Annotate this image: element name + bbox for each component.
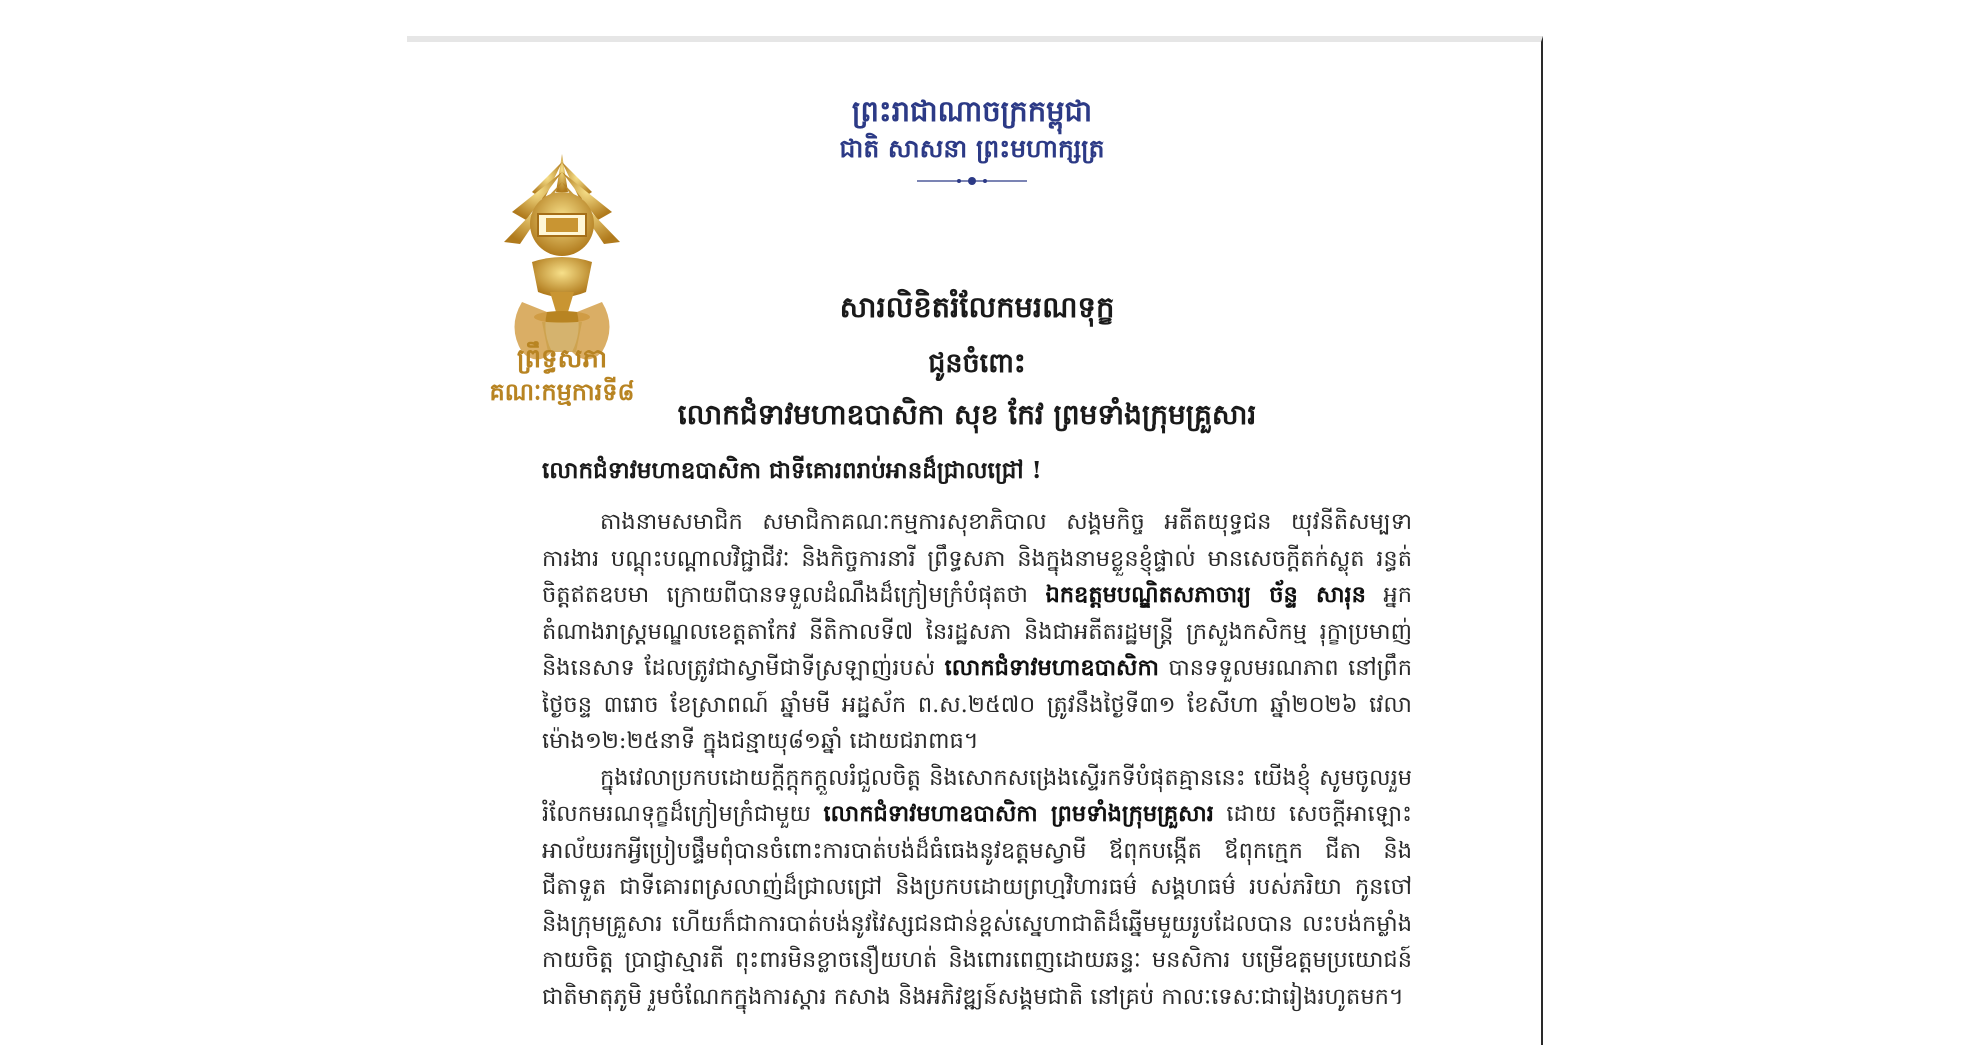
paragraph-1-text-3: បានទទួលមរណភាព នៅព្រឹកថ្ងៃចន្ទ ៣រោច ខែស្រាពណ៍ ឆ្នាំមមី អដ្ឋស័ក ព.ស.២៥៧០ ត្រូវនឹងថ្ងៃទី៣១ ខែសីហា ឆ្នាំ២០២៦ វេលាម៉ោង១២:២៥នាទី ក្នុងជន្មាយុ៨១ឆ្នាំ ដោយជរាពាធ។ — [542, 655, 1412, 754]
letter-title: សារលិខិតរំលែកមរណទុក្ខ — [839, 290, 1115, 324]
paragraph-1-text: តាងនាមសមាជិក សមាជិកាគណៈកម្មការសុខាភិបាល សង្គមកិច្ច អតីតយុទ្ធជន យុវនីតិសម្បទា ការងារ បណ្តុះបណ្តាលវិជ្ជាជីវៈ និងកិច្ចការនារី ព្រឹទ្ធសភា និងក្នុងនាមខ្លួនខ្ញុំផ្ទាល់ មានសេចក្តីតក់ស្លុត រន្ធត់ចិត្តឥតឧបមា ក្រោយពីបានទទួលដំណឹងដ៏ក្រៀមក្រំបំផុតថា — [542, 509, 1412, 608]
recipient-reference: លោកជំទាវមហាឧបាសិកា — [944, 655, 1159, 681]
paragraph-1-text-2: អ្នកតំណាងរាស្ត្រមណ្ឌលខេត្តតាកែវ នីតិកាលទី៧ នៃរដ្ឋសភា និងជាអតីតរដ្ឋមន្ត្រី ក្រសួងកសិកម្ម រុក្ខាប្រមាញ់ និងនេសាទ ដែលត្រូវជាស្វាមីជាទីស្រឡាញ់របស់ — [542, 582, 1413, 681]
paragraph-2 — [542, 760, 1412, 1016]
letter-addressed-to: ជូនចំពោះ — [928, 348, 1026, 379]
recipient-and-family: លោកជំទាវមហាឧបាសិកា ព្រមទាំងក្រុមគ្រួសារ — [823, 801, 1214, 827]
logo-caption-line2: គណៈកម្មការទី៨ — [489, 377, 635, 406]
paragraph-2-text-2: ដោយ សេចក្តីអាឡោះអាល័យរកអ្វីប្រៀបផ្ទឹមពុំបានចំពោះការបាត់បង់ដ៏ធំធេងនូវឧត្តមស្វាមី ឪពុកបង្កើត ឪពុកក្មេក ជីតា និងជីតាទួត ជាទីគោរពស្រលាញ់ដ៏ជ្រាលជ្រៅ និងប្រកបដោយព្រហ្មវិហារធម៌ សង្គហធម៌ របស់ភរិយា កូនចៅ និងក្រុមគ្រួសារ ហើយក៏ជាការបាត់បង់នូវវៃស្សជនជាន់ខ្ពស់ស្នេហាជាតិដ៏ឆ្នើមមួយរូបដែលបាន លះបង់កម្លាំងកាយចិត្ត ប្រាជ្ញាស្មារតី ពុះពារមិនខ្លាចនឿយហត់ និងពោរពេញដោយឆន្ទៈ មនសិការ បម្រើឧត្តមប្រយោជន៍ជាតិមាតុភូមិ រួមចំណែកក្នុងការស្តារ កសាង និងអភិវឌ្ឍន៍សង្គមជាតិ នៅគ្រប់ កាលៈទេសៈជារៀងរហូតមក។ — [542, 801, 1412, 1010]
letter-salutation: លោកជំទាវមហាឧបាសិកា ជាទីគោរពរាប់អានដ៏ជ្រាលជ្រៅ ! — [542, 457, 1042, 484]
motto-nation-religion-king: ជាតិ សាសនា ព្រះមហាក្សត្រ — [839, 134, 1105, 163]
paragraph-1 — [542, 504, 1412, 760]
letter-page — [407, 36, 1543, 1045]
motto-kingdom: ព្រះរាជាណាចក្រកម្ពុជា — [851, 94, 1093, 128]
logo-caption-line1: ព្រឹទ្ធសភា — [516, 344, 608, 374]
deceased-name: ឯកឧត្តមបណ្ឌិតសភាចារ្យ ច័ន្ទ សារុន — [1045, 582, 1366, 608]
letter-recipient: លោកជំទាវមហាឧបាសិកា សុខ កែវ ព្រមទាំងក្រុមគ្រួសារ — [677, 398, 1257, 431]
letter-body — [542, 504, 1412, 1015]
divider-ornament-icon — [917, 174, 1027, 188]
paragraph-2-text: ក្នុងវេលាប្រកបដោយក្តីក្តុកក្តួលរំជួលចិត្ត និងសោកសង្រេងស្ទើរកទីបំផុតគ្មាននេះ យើងខ្ញុំ សូមចូលរួមរំលែកមរណទុក្ខដ៏ក្រៀមក្រំជាមួយ — [542, 764, 1412, 827]
